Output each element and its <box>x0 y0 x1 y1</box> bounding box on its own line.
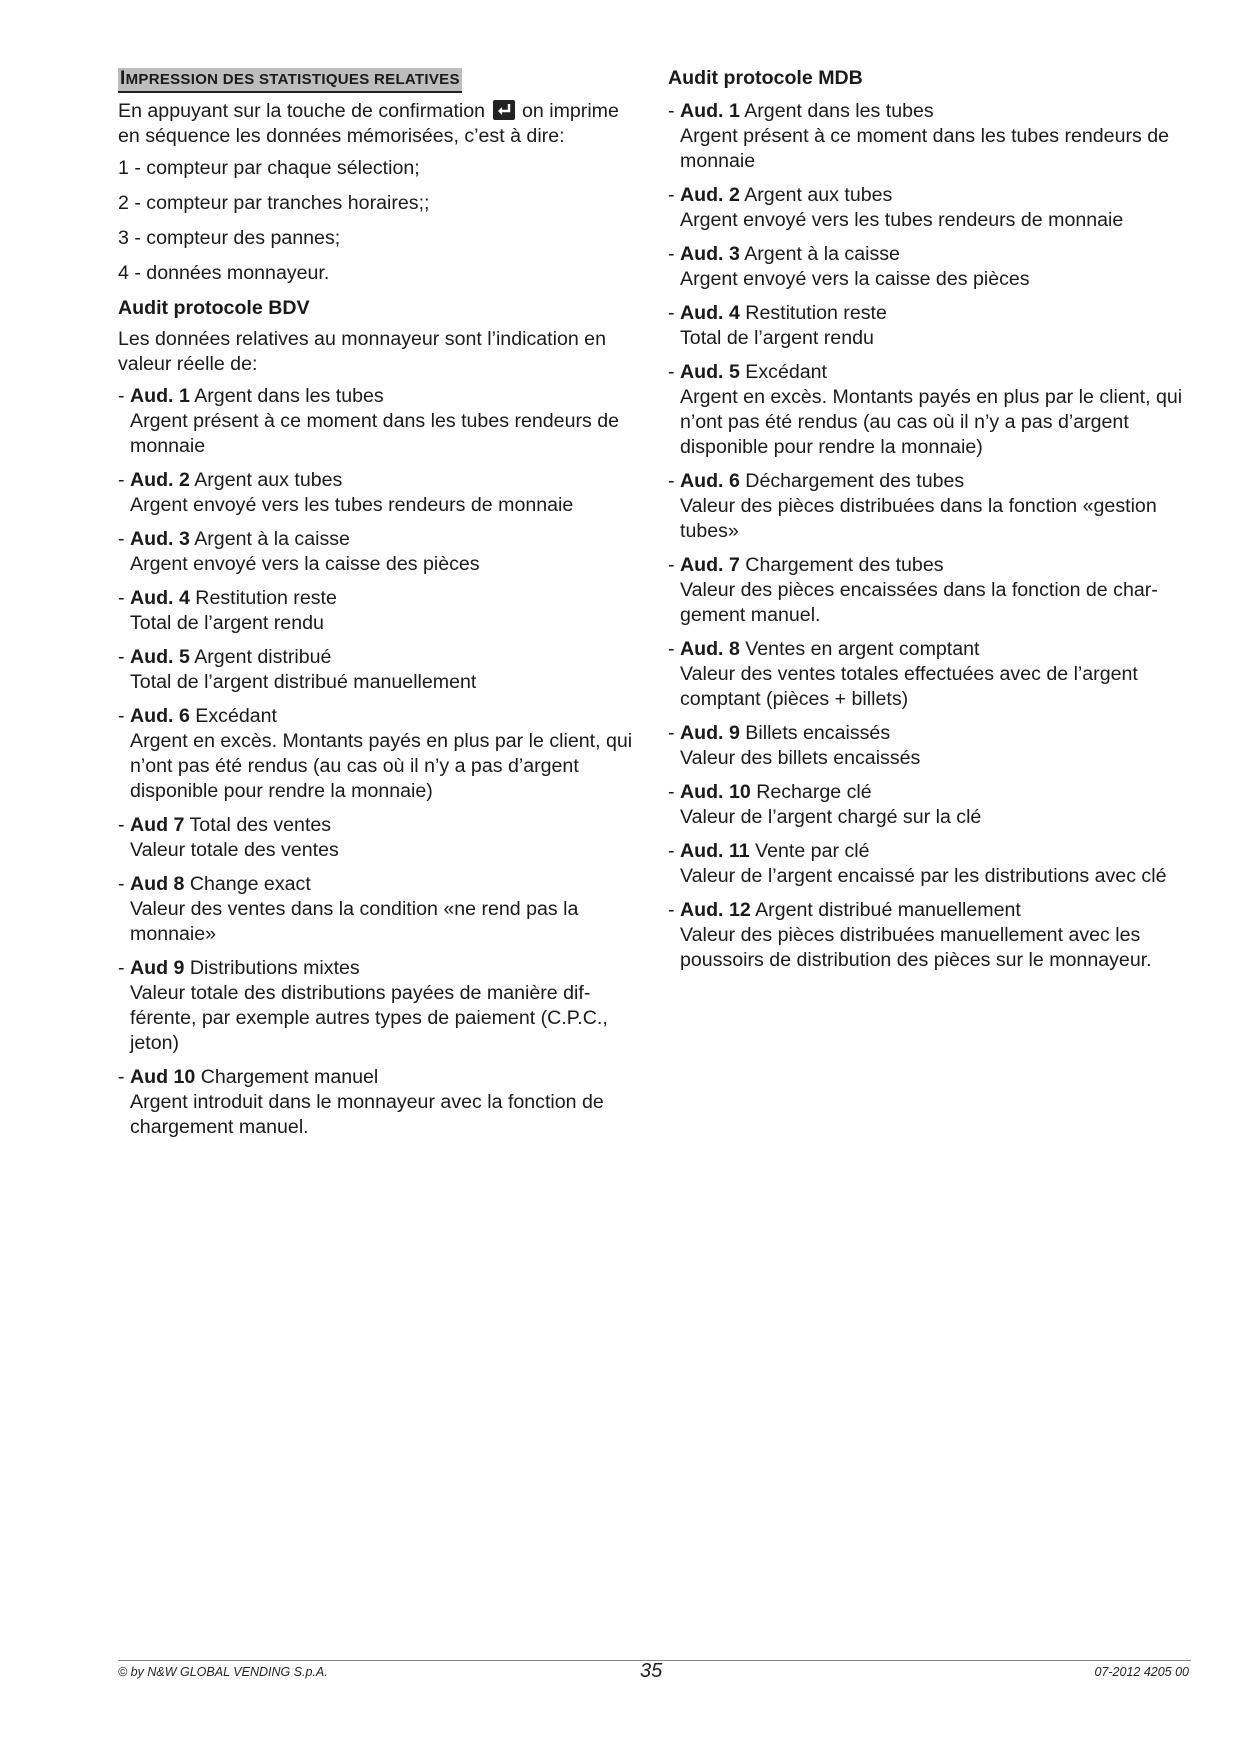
audit-label: Aud. 7 <box>679 554 740 576</box>
page-number: 35 <box>640 1660 663 1682</box>
audit-name: Restitution reste <box>739 302 887 324</box>
audit-name: Argent à la caisse <box>189 528 350 550</box>
audit-label: Aud. 4 <box>679 302 740 324</box>
audit-description: Argent introduit dans le monnayeur avec la fonction de chargement manuel. <box>130 1091 604 1138</box>
audit-name: Argent dans les tubes <box>739 100 934 122</box>
audit-description: Total de l’argent distribué manuellement <box>130 671 477 693</box>
audit-label: Aud 7 <box>129 814 185 836</box>
print-list <box>118 156 638 286</box>
mdb-audit-item: - Aud. 5 Excédant Argent en excès. Montants payés en plus par le client, qui n’ont pas été rendus (au cas où il n’y a pas d’argent disponible pour rendre la monnaie) <box>668 360 1193 460</box>
mdb-audit-item: - Aud. 9 Billets encaissés Valeur des billets encaissés <box>668 721 1193 771</box>
audit-description: Valeur totale des distributions payées de manière dif-férente, par exemple autres types de paiement (C.P.C., jeton) <box>130 982 608 1054</box>
mdb-audit-item: - Aud. 10 Recharge clé Valeur de l’argent chargé sur la clé <box>668 780 1193 830</box>
left-column <box>118 66 638 1149</box>
audit-name: Excédant <box>189 705 277 727</box>
audit-description: Valeur des billets encaissés <box>680 747 921 769</box>
audit-name: Change exact <box>184 873 311 895</box>
right-column <box>668 66 1193 982</box>
audit-label: Aud 9 <box>129 957 185 979</box>
mdb-audit-list <box>668 99 1193 973</box>
bdv-audit-item: - Aud 10 Chargement manuel Argent introduit dans le monnayeur avec la fonction de chargement manuel. <box>118 1065 638 1140</box>
audit-label: Aud. 5 <box>129 646 190 668</box>
bdv-audit-item: - Aud 9 Distributions mixtes Valeur totale des distributions payées de manière dif-férente, par exemple autres types de paiement (C.P.C., jeton) <box>118 956 638 1056</box>
audit-label: Aud. 2 <box>679 184 740 206</box>
audit-label: Aud. 1 <box>679 100 740 122</box>
audit-name: Total des ventes <box>184 814 332 836</box>
audit-description: Valeur des ventes dans la condition «ne rend pas la monnaie» <box>130 898 579 945</box>
audit-name: Excédant <box>739 361 827 383</box>
bdv-audit-list <box>118 384 638 1140</box>
audit-name: Restitution reste <box>189 587 337 609</box>
audit-name: Argent à la caisse <box>739 243 900 265</box>
audit-label: Aud. 11 <box>679 840 750 862</box>
section-title-rest: MPRESSION DES STATISTIQUES RELATIVES <box>125 71 460 88</box>
bdv-audit-item: - Aud. 4 Restitution reste Total de l’argent rendu <box>118 586 638 636</box>
audit-label: Aud 10 <box>129 1066 196 1088</box>
mdb-audit-item: - Aud. 7 Chargement des tubes Valeur des pièces encaissées dans la fonction de char-gement manuel. <box>668 553 1193 628</box>
audit-label: Aud. 8 <box>679 638 740 660</box>
audit-description: Argent envoyé vers la caisse des pièces <box>130 553 480 575</box>
audit-label: Aud. 3 <box>679 243 740 265</box>
mdb-heading: Audit protocole MDB <box>668 67 863 89</box>
audit-description: Valeur de l’argent chargé sur la clé <box>680 806 982 828</box>
list-item: 3 - compteur des pannes; <box>118 227 341 249</box>
footer-copyright: © by N&W GLOBAL VENDING S.p.A. <box>118 1665 328 1679</box>
mdb-audit-item: - Aud. 3 Argent à la caisse Argent envoyé vers la caisse des pièces <box>668 242 1193 292</box>
audit-name: Billets encaissés <box>739 722 891 744</box>
footer-doc-code: 07-2012 4205 00 <box>1094 1665 1189 1679</box>
audit-label: Aud. 3 <box>129 528 190 550</box>
mdb-audit-item: - Aud. 8 Ventes en argent comptant Valeur des ventes totales effectuées avec de l’argent comptant (pièces + billets) <box>668 637 1193 712</box>
bdv-intro: Les données relatives au monnayeur sont l’indication en valeur réelle de: <box>118 328 606 375</box>
audit-description: Valeur des ventes totales effectuées avec de l’argent comptant (pièces + billets) <box>680 663 1138 710</box>
mdb-audit-item: - Aud. 12 Argent distribué manuellement Valeur des pièces distribuées manuellement avec les poussoirs de distribution des pièces sur le monnayeur. <box>668 898 1193 973</box>
audit-name: Recharge clé <box>750 781 872 803</box>
audit-name: Chargement des tubes <box>739 554 944 576</box>
mdb-audit-item: - Aud. 2 Argent aux tubes Argent envoyé vers les tubes rendeurs de monnaie <box>668 183 1193 233</box>
audit-description: Total de l’argent rendu <box>680 327 874 349</box>
audit-description: Argent envoyé vers la caisse des pièces <box>680 268 1030 290</box>
list-item: 4 - données monnayeur. <box>118 262 330 284</box>
audit-name: Ventes en argent comptant <box>739 638 980 660</box>
audit-label: Aud 8 <box>129 873 185 895</box>
audit-name: Chargement manuel <box>195 1066 379 1088</box>
bdv-audit-item: - Aud. 2 Argent aux tubes Argent envoyé vers les tubes rendeurs de monnaie <box>118 468 638 518</box>
audit-description: Argent envoyé vers les tubes rendeurs de monnaie <box>680 209 1124 231</box>
audit-description: Argent présent à ce moment dans les tubes rendeurs de monnaie <box>680 125 1170 172</box>
audit-name: Distributions mixtes <box>184 957 360 979</box>
intro-text-start: En appuyant sur la touche de confirmation <box>118 100 486 122</box>
list-item: 2 - compteur par tranches horaires;; <box>118 192 430 214</box>
audit-description: Argent en excès. Montants payés en plus par le client, qui n’ont pas été rendus (au cas où il n’y a pas d’argent disponible pour rendre la monnaie) <box>130 730 633 802</box>
bdv-audit-item: - Aud. 3 Argent à la caisse Argent envoyé vers la caisse des pièces <box>118 527 638 577</box>
audit-name: Argent dans les tubes <box>189 385 384 407</box>
intro-text-end: on imprime en séquence les données mémorisées, c’est à dire: <box>118 100 619 147</box>
audit-label: Aud. 1 <box>129 385 190 407</box>
audit-name: Argent distribué <box>189 646 332 668</box>
bdv-audit-item: - Aud. 1 Argent dans les tubes Argent présent à ce moment dans les tubes rendeurs de monnaie <box>118 384 638 459</box>
audit-label: Aud. 2 <box>129 469 190 491</box>
bdv-audit-item: - Aud. 6 Excédant Argent en excès. Montants payés en plus par le client, qui n’ont pas été rendus (au cas où il n’y a pas d’argent disponible pour rendre la monnaie) <box>118 704 638 804</box>
audit-name: Argent aux tubes <box>739 184 893 206</box>
intro-paragraph <box>118 99 638 149</box>
bdv-audit-item: - Aud 7 Total des ventes Valeur totale des ventes <box>118 813 638 863</box>
audit-description: Valeur des pièces distribuées manuellement avec les poussoirs de distribution des pièces sur le monnayeur. <box>680 924 1152 971</box>
audit-label: Aud. 9 <box>679 722 740 744</box>
mdb-audit-item: - Aud. 6 Déchargement des tubes Valeur des pièces distribuées dans la fonction «gestion tubes» <box>668 469 1193 544</box>
audit-description: Valeur des pièces distribuées dans la fonction «gestion tubes» <box>680 495 1157 542</box>
audit-label: Aud. 6 <box>679 470 740 492</box>
audit-description: Argent envoyé vers les tubes rendeurs de monnaie <box>130 494 574 516</box>
audit-name: Argent distribué manuellement <box>750 899 1021 921</box>
bdv-audit-item: - Aud 8 Change exact Valeur des ventes dans la condition «ne rend pas la monnaie» <box>118 872 638 947</box>
bdv-heading: Audit protocole BDV <box>118 297 310 319</box>
audit-description: Argent présent à ce moment dans les tubes rendeurs de monnaie <box>130 410 620 457</box>
audit-label: Aud. 12 <box>679 899 751 921</box>
audit-description: Valeur totale des ventes <box>130 839 339 861</box>
audit-label: Aud. 10 <box>679 781 751 803</box>
audit-name: Vente par clé <box>749 840 870 862</box>
audit-label: Aud. 4 <box>129 587 190 609</box>
audit-description: Valeur des pièces encaissées dans la fonction de char-gement manuel. <box>680 579 1158 626</box>
audit-name: Déchargement des tubes <box>739 470 965 492</box>
mdb-audit-item: - Aud. 11 Vente par clé Valeur de l’argent encaissé par les distributions avec clé <box>668 839 1193 889</box>
section-title-initial: I <box>120 68 126 89</box>
mdb-audit-item: - Aud. 4 Restitution reste Total de l’argent rendu <box>668 301 1193 351</box>
audit-name: Argent aux tubes <box>189 469 343 491</box>
audit-description: Argent en excès. Montants payés en plus par le client, qui n’ont pas été rendus (au cas où il n’y a pas d’argent disponible pour rendre la monnaie) <box>680 386 1183 458</box>
audit-description: Valeur de l’argent encaissé par les distributions avec clé <box>680 865 1167 887</box>
list-item: 1 - compteur par chaque sélection; <box>118 157 420 179</box>
enter-key-icon <box>493 100 515 120</box>
bdv-audit-item: - Aud. 5 Argent distribué Total de l’argent distribué manuellement <box>118 645 638 695</box>
section-title <box>118 68 462 93</box>
audit-label: Aud. 6 <box>129 705 190 727</box>
mdb-audit-item: - Aud. 1 Argent dans les tubes Argent présent à ce moment dans les tubes rendeurs de monnaie <box>668 99 1193 174</box>
audit-label: Aud. 5 <box>679 361 740 383</box>
audit-description: Total de l’argent rendu <box>130 612 324 634</box>
